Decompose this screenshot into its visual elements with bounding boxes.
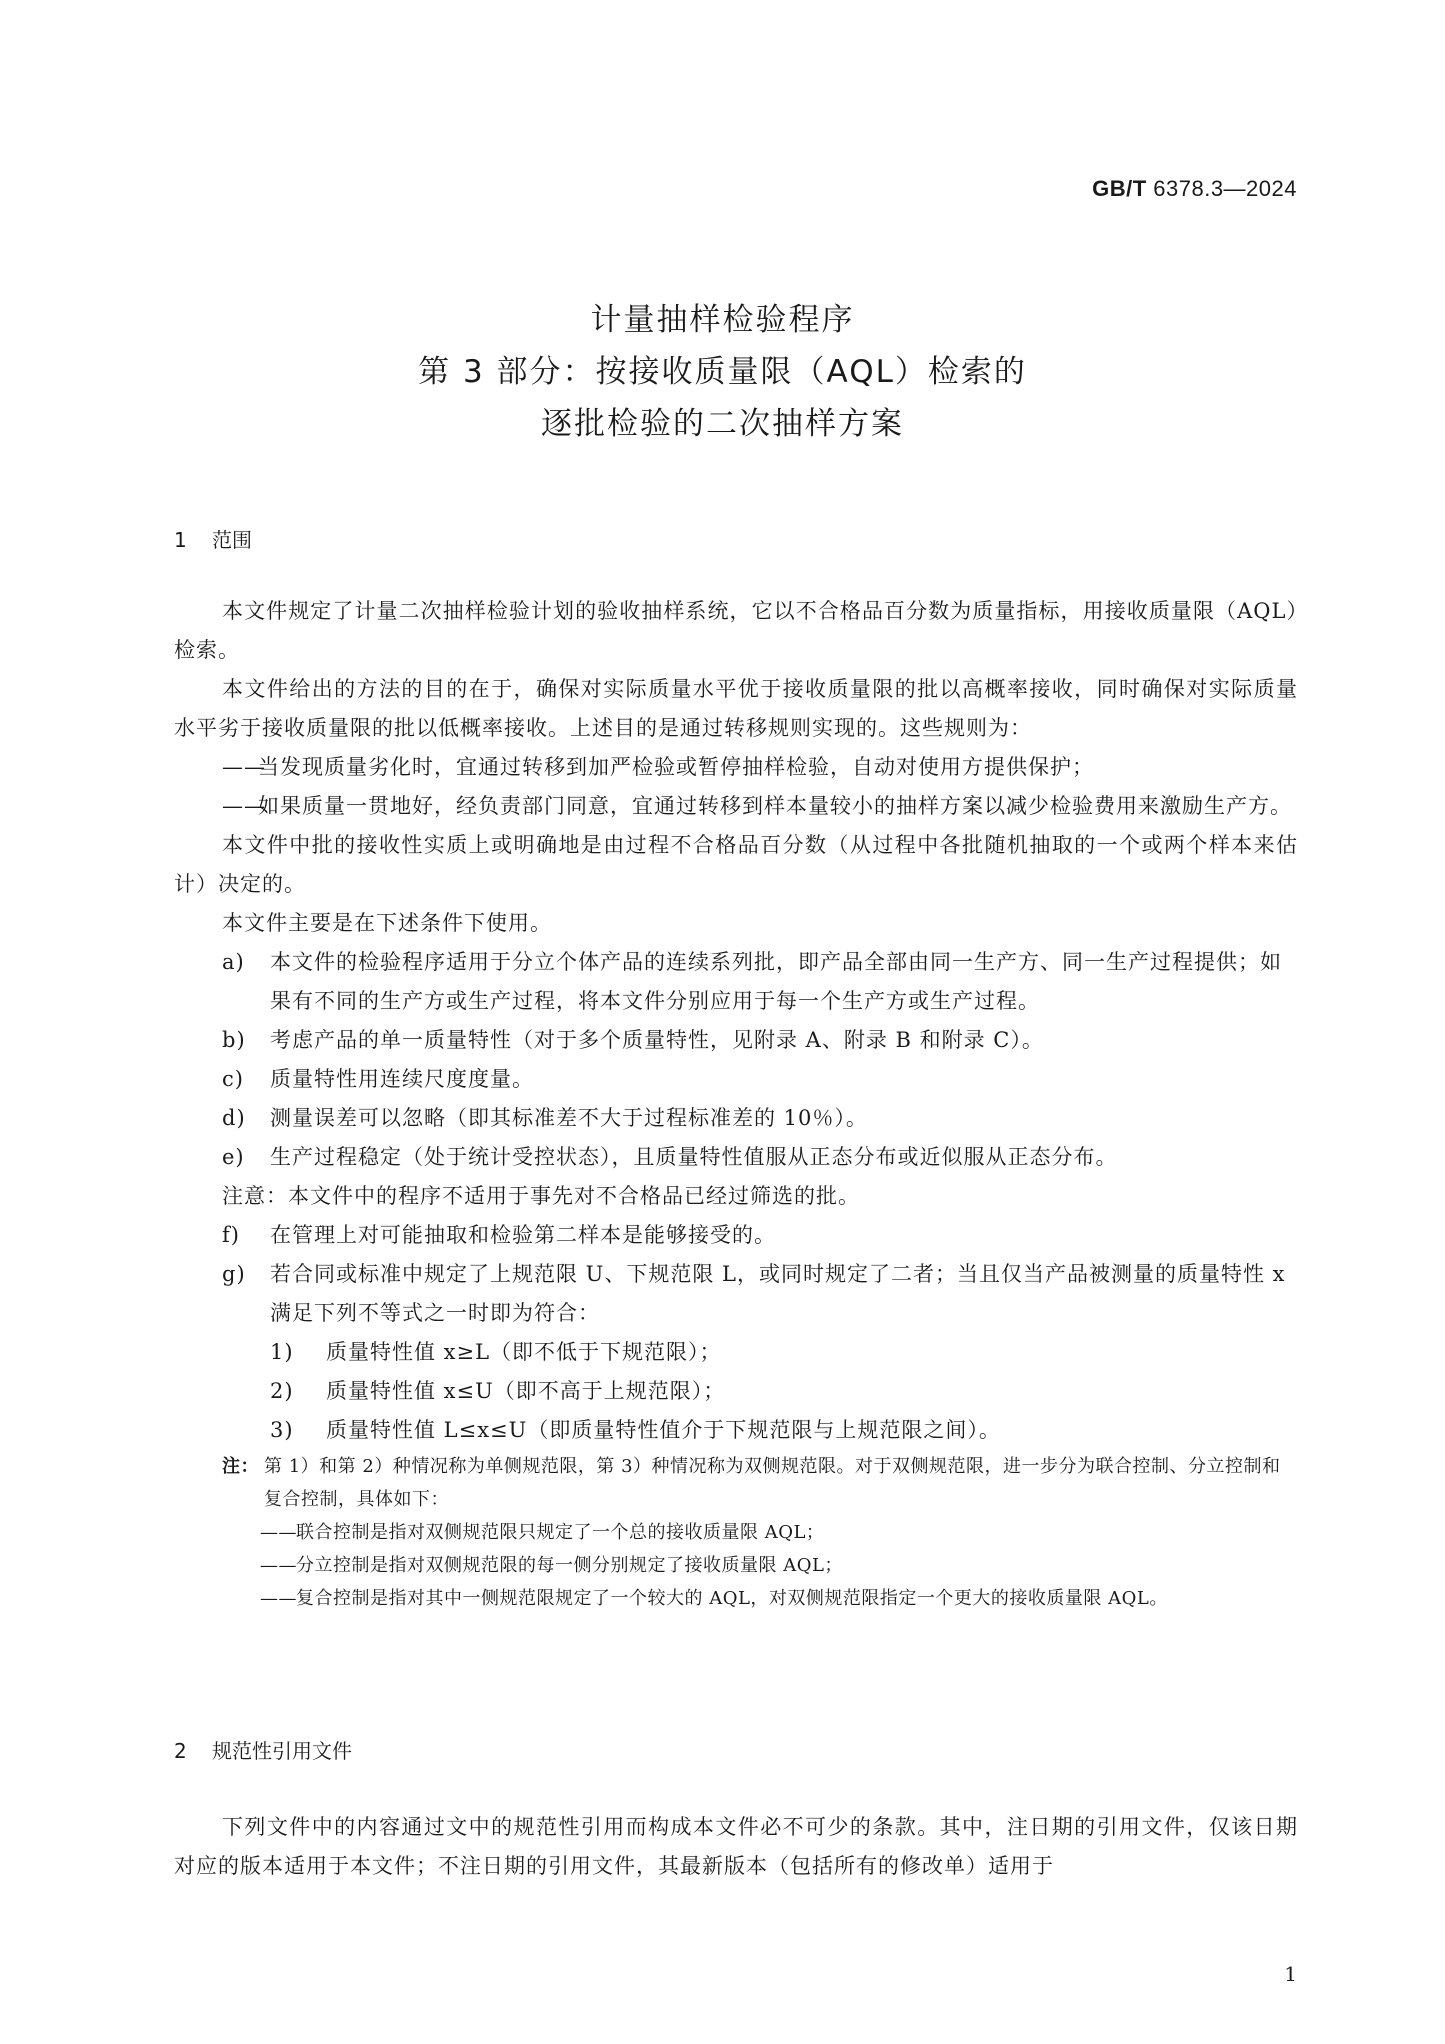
dash-list-item — [174, 787, 1298, 826]
section-title: 规范性引用文件 — [212, 1739, 352, 1763]
dash-list-item — [174, 748, 1298, 787]
list-label: g) — [222, 1262, 246, 1286]
standard-prefix: GB/T — [1092, 176, 1147, 201]
section-1-body — [174, 592, 1298, 1615]
paragraph: 本文件规定了计量二次抽样检验计划的验收抽样系统，它以不合格品百分数为质量指标，用接收质量限（AQL）检索。 — [174, 599, 1298, 662]
section-2-heading — [174, 1735, 352, 1764]
title-line-1: 计量抽样检验程序 — [590, 302, 855, 338]
list-label: d) — [222, 1106, 246, 1130]
sub-list-label: 2) — [270, 1379, 294, 1403]
dash-marker: —— — [260, 1555, 297, 1576]
list-label: f) — [222, 1223, 240, 1247]
note-dash-item — [174, 1516, 1298, 1549]
section-2-body — [174, 1808, 1298, 1886]
list-item — [174, 1216, 1298, 1255]
sub-list-text: 质量特性值 x≤U（即不高于上规范限）； — [326, 1379, 726, 1403]
note-dash-item — [174, 1549, 1298, 1582]
list-text: 在管理上对可能抽取和检验第二样本是能够接受的。 — [270, 1223, 776, 1247]
list-item — [174, 1021, 1298, 1060]
list-item — [174, 943, 1298, 1021]
dash-marker: —— — [222, 794, 266, 818]
caution-note: 注意：本文件中的程序不适用于事先对不合格品已经过筛选的批。 — [222, 1184, 860, 1208]
dash-item-text: 当发现质量劣化时，宜通过转移到加严检验或暂停抽样检验，自动对使用方提供保护； — [258, 755, 1094, 779]
note-text: 第 1）和第 2）种情况称为单侧规范限，第 3）种情况称为双侧规范限。对于双侧规范限，进一步分为联合控制、分立控制和复合控制，具体如下： — [264, 1456, 1281, 1510]
sub-list-item — [174, 1411, 1298, 1450]
sub-list-label: 3) — [270, 1418, 294, 1442]
list-item — [174, 1138, 1298, 1177]
paragraph: 本文件给出的方法的目的在于，确保对实际质量水平优于接收质量限的批以高概率接收，同时确保对实际质量水平劣于接收质量限的批以低概率接收。上述目的是通过转移规则实现的。这些规则为： — [174, 677, 1298, 740]
list-item — [174, 1099, 1298, 1138]
list-text: 本文件的检验程序适用于分立个体产品的连续系列批，即产品全部由同一生产方、同一生产过程提供；如果有不同的生产方或生产过程，将本文件分别应用于每一个生产方或生产过程。 — [270, 950, 1282, 1013]
note-item-text: 分立控制是指对双侧规范限的每一侧分别规定了接收质量限 AQL； — [296, 1555, 843, 1576]
standard-code — [1092, 176, 1297, 202]
dash-item-text: 如果质量一贯地好，经负责部门同意，宜通过转移到样本量较小的抽样方案以减少检验费用来激励生产方。 — [258, 794, 1292, 818]
list-label: a) — [222, 950, 245, 974]
section-1-heading — [174, 524, 252, 553]
list-text: 若合同或标准中规定了上规范限 U、下规范限 L，或同时规定了二者；当且仅当产品被测量的质量特性 x 满足下列不等式之一时即为符合： — [270, 1262, 1286, 1325]
sub-list-label: 1) — [270, 1340, 294, 1364]
note-dash-item — [174, 1582, 1298, 1615]
sub-list-text: 质量特性值 L≤x≤U（即质量特性值介于下规范限与上规范限之间）。 — [326, 1418, 1001, 1442]
section-title: 范围 — [212, 528, 252, 552]
list-text: 质量特性用连续尺度度量。 — [270, 1067, 534, 1091]
list-text: 测量误差可以忽略（即其标准差不大于过程标准差的 10％）。 — [270, 1106, 868, 1130]
list-item — [174, 1255, 1298, 1333]
list-item — [174, 1060, 1298, 1099]
list-label: b) — [222, 1028, 246, 1052]
dash-marker: —— — [222, 755, 266, 779]
list-text: 生产过程稳定（处于统计受控状态），且质量特性值服从正态分布或近似服从正态分布。 — [270, 1145, 1118, 1169]
dash-marker: —— — [260, 1588, 297, 1609]
note-block — [174, 1450, 1298, 1615]
list-label: c) — [222, 1067, 244, 1091]
dash-marker: —— — [260, 1522, 297, 1543]
note-paragraph — [174, 1450, 1298, 1516]
sub-list-text: 质量特性值 x≥L（即不低于下规范限）； — [326, 1340, 722, 1364]
sub-list-item — [174, 1372, 1298, 1411]
document-title — [0, 294, 1445, 450]
note-item-text: 复合控制是指对其中一侧规范限规定了一个较大的 AQL，对双侧规范限指定一个更大的接收质量限 AQL。 — [296, 1588, 1168, 1609]
paragraph: 下列文件中的内容通过文中的规范性引用而构成本文件必不可少的条款。其中，注日期的引用文件，仅该日期对应的版本适用于本文件；不注日期的引用文件，其最新版本（包括所有的修改单）适用于 — [174, 1815, 1298, 1878]
paragraph: 本文件主要是在下述条件下使用。 — [222, 911, 552, 935]
title-line-3: 逐批检验的二次抽样方案 — [541, 406, 904, 442]
paragraph: 本文件中批的接收性实质上或明确地是由过程不合格品百分数（从过程中各批随机抽取的一个或两个样本来估计）决定的。 — [174, 833, 1298, 896]
sub-list-item — [174, 1333, 1298, 1372]
section-number: 2 — [174, 1739, 187, 1763]
section-number: 1 — [174, 528, 187, 552]
note-item-text: 联合控制是指对双侧规范限只规定了一个总的接收质量限 AQL； — [296, 1522, 825, 1543]
title-line-2: 第 3 部分：按接收质量限（AQL）检索的 — [418, 354, 1027, 390]
page-number: 1 — [1284, 1962, 1297, 1986]
note-label: 注： — [222, 1456, 259, 1477]
list-text: 考虑产品的单一质量特性（对于多个质量特性，见附录 A、附录 B 和附录 C）。 — [270, 1028, 1044, 1052]
standard-number: 6378.3—2024 — [1153, 176, 1297, 201]
list-label: e) — [222, 1145, 245, 1169]
